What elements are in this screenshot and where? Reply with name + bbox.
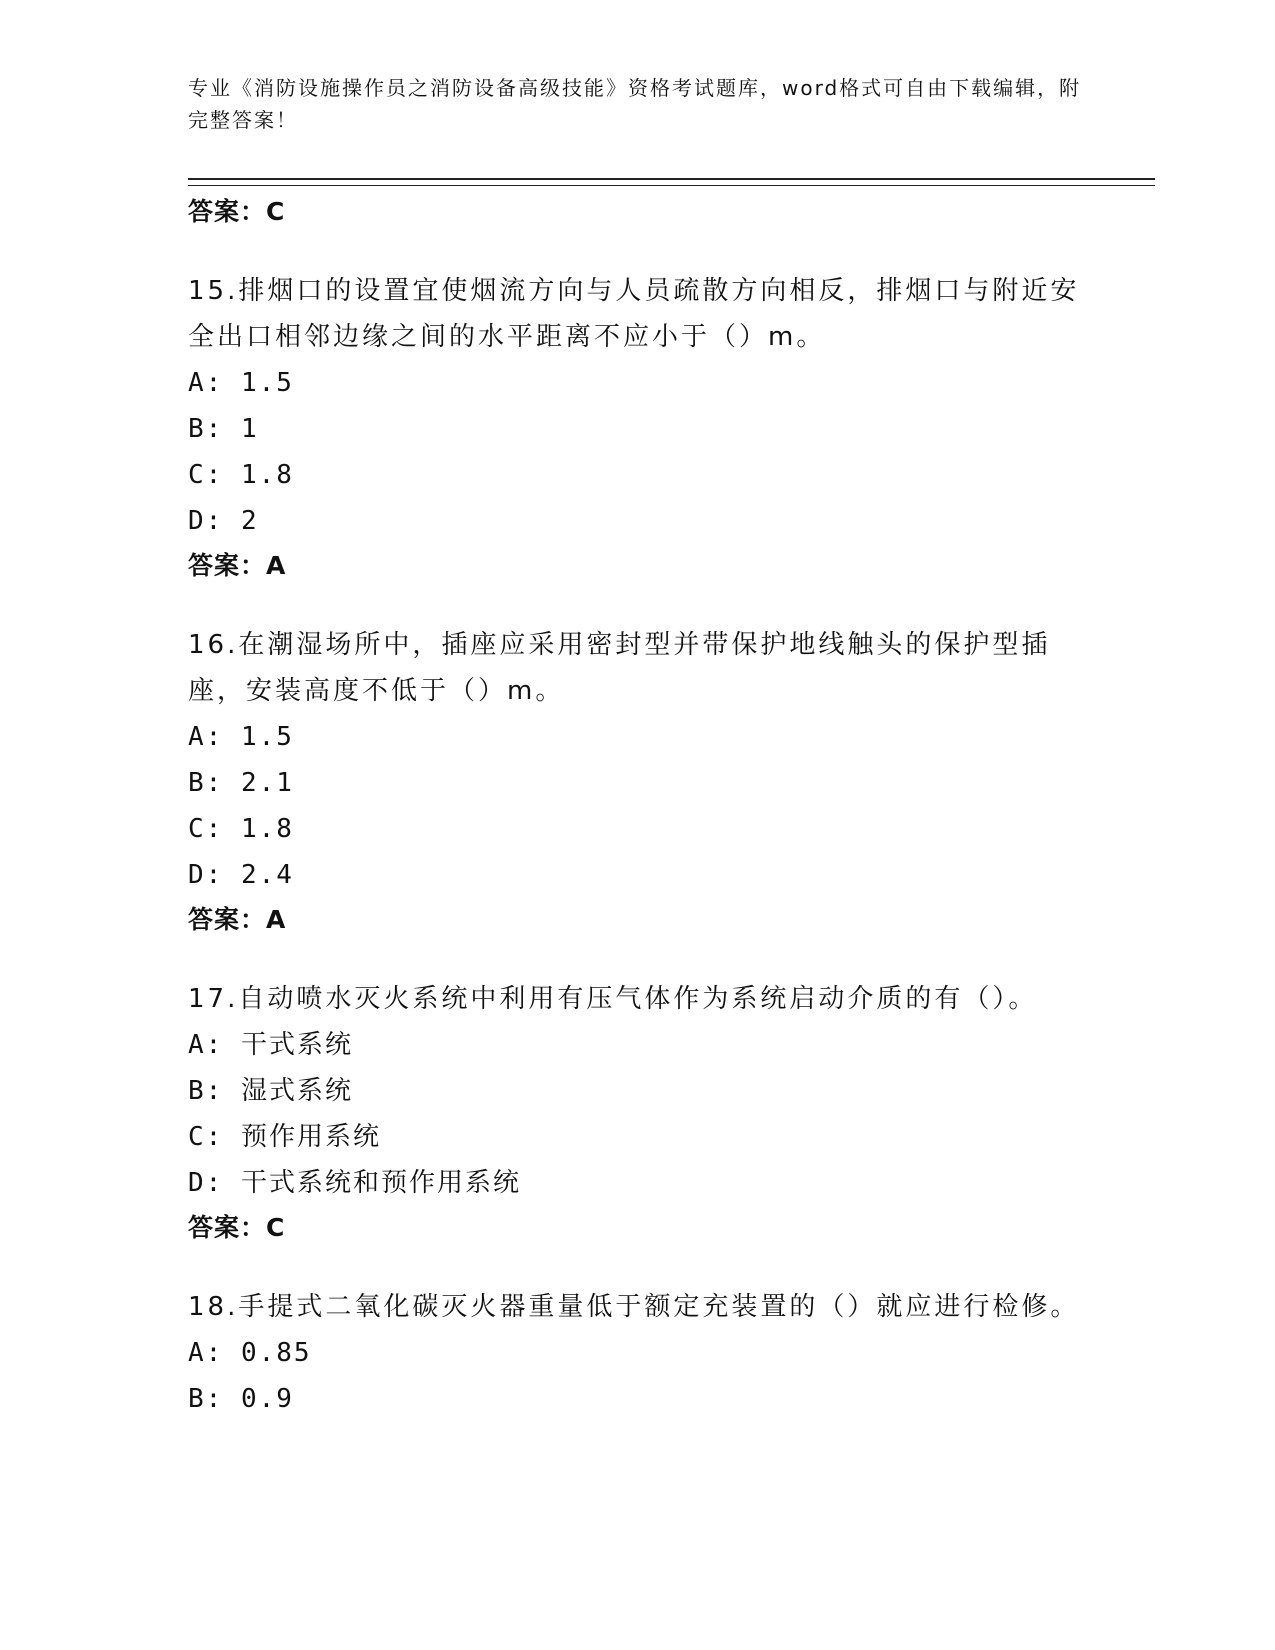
option-b: B: 湿式系统 xyxy=(188,1076,353,1106)
question-17 xyxy=(188,976,1088,1250)
option-b: B: 1 xyxy=(188,414,259,444)
question-18 xyxy=(188,1284,1088,1422)
question-15 xyxy=(188,268,1088,588)
previous-answer: 答案：C xyxy=(188,197,286,226)
option-a: A: 1.5 xyxy=(188,368,294,398)
option-c: C: 1.8 xyxy=(188,460,294,490)
question-text: 17.自动喷水灭火系统中利用有压气体作为系统启动介质的有（）。 xyxy=(188,984,1038,1014)
question-text: 15.排烟口的设置宜使烟流方向与人员疏散方向相反，排烟口与附近安全出口相邻边缘之间的水平距离不应小于（）m。 xyxy=(188,276,1080,352)
question-text: 18.手提式二氧化碳灭火器重量低于额定充装置的（）就应进行检修。 xyxy=(188,1292,1080,1322)
option-d: D: 干式系统和预作用系统 xyxy=(188,1168,521,1198)
option-b: B: 2.1 xyxy=(188,768,294,798)
option-a: A: 干式系统 xyxy=(188,1030,353,1060)
option-a: A: 0.85 xyxy=(188,1338,312,1368)
option-d: D: 2.4 xyxy=(188,860,294,890)
option-d: D: 2 xyxy=(188,506,259,536)
question-16 xyxy=(188,622,1088,942)
answer: 答案：A xyxy=(188,551,287,580)
option-c: C: 预作用系统 xyxy=(188,1122,381,1152)
option-a: A: 1.5 xyxy=(188,722,294,752)
answer: 答案：A xyxy=(188,905,287,934)
option-b: B: 0.9 xyxy=(188,1384,294,1414)
answer: 答案：C xyxy=(188,1213,286,1242)
document-header-note: 专业《消防设施操作员之消防设备高级技能》资格考试题库，word格式可自由下载编辑，附完整答案！ xyxy=(188,76,1082,132)
option-c: C: 1.8 xyxy=(188,814,294,844)
header-divider xyxy=(188,178,1155,186)
question-list xyxy=(188,190,1088,1422)
question-text: 16.在潮湿场所中，插座应采用密封型并带保护地线触头的保护型插座，安装高度不低于（）m。 xyxy=(188,630,1051,706)
